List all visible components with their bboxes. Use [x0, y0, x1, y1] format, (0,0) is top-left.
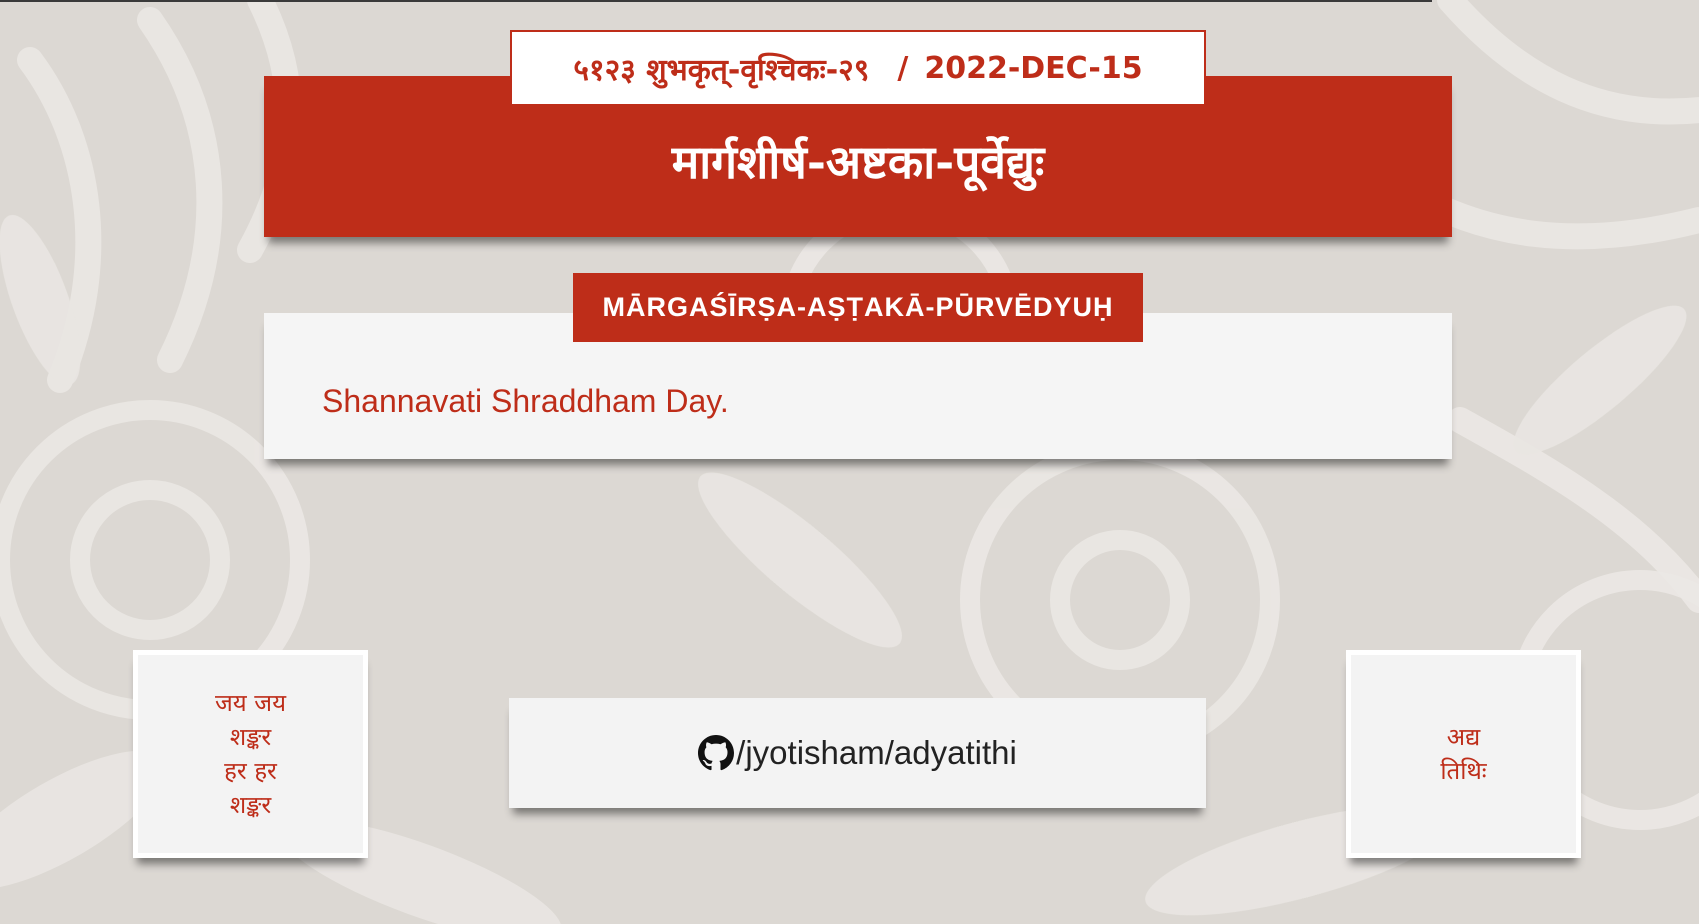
event-description: Shannavati Shraddham Day.: [322, 383, 729, 419]
date-separator: /: [897, 50, 909, 86]
blessing-box: [133, 650, 368, 858]
blessing-line: शङ्कर: [229, 791, 272, 819]
github-icon: [698, 735, 734, 771]
top-border-line: [0, 0, 1432, 2]
blessing-line: शङ्कर: [229, 723, 272, 751]
blessing-text: [215, 686, 286, 822]
tithi-box: [1346, 650, 1581, 858]
tithi-line: अद्य: [1446, 723, 1481, 751]
gregorian-date: 2022-DEC-15: [924, 50, 1143, 86]
page-title: मार्गशीर्ष-अष्टका-पूर्वेद्युः: [671, 135, 1045, 189]
blessing-line: हर हर: [224, 757, 277, 785]
date-badge: [510, 30, 1206, 106]
tithi-text: [1440, 720, 1486, 788]
tithi-line: तिथिः: [1440, 757, 1487, 785]
transliteration-badge: MĀRGAŚĪRṢA-AṢṬAKĀ-PŪRVĒDYUḤ: [573, 273, 1143, 342]
samvat-date: ५१२३ शुभकृत्-वृश्चिकः-२९: [573, 52, 870, 88]
repo-link[interactable]: [509, 698, 1206, 808]
repo-path[interactable]: /jyotisham/adyatithi: [736, 734, 1017, 771]
blessing-line: जय जय: [214, 689, 287, 717]
